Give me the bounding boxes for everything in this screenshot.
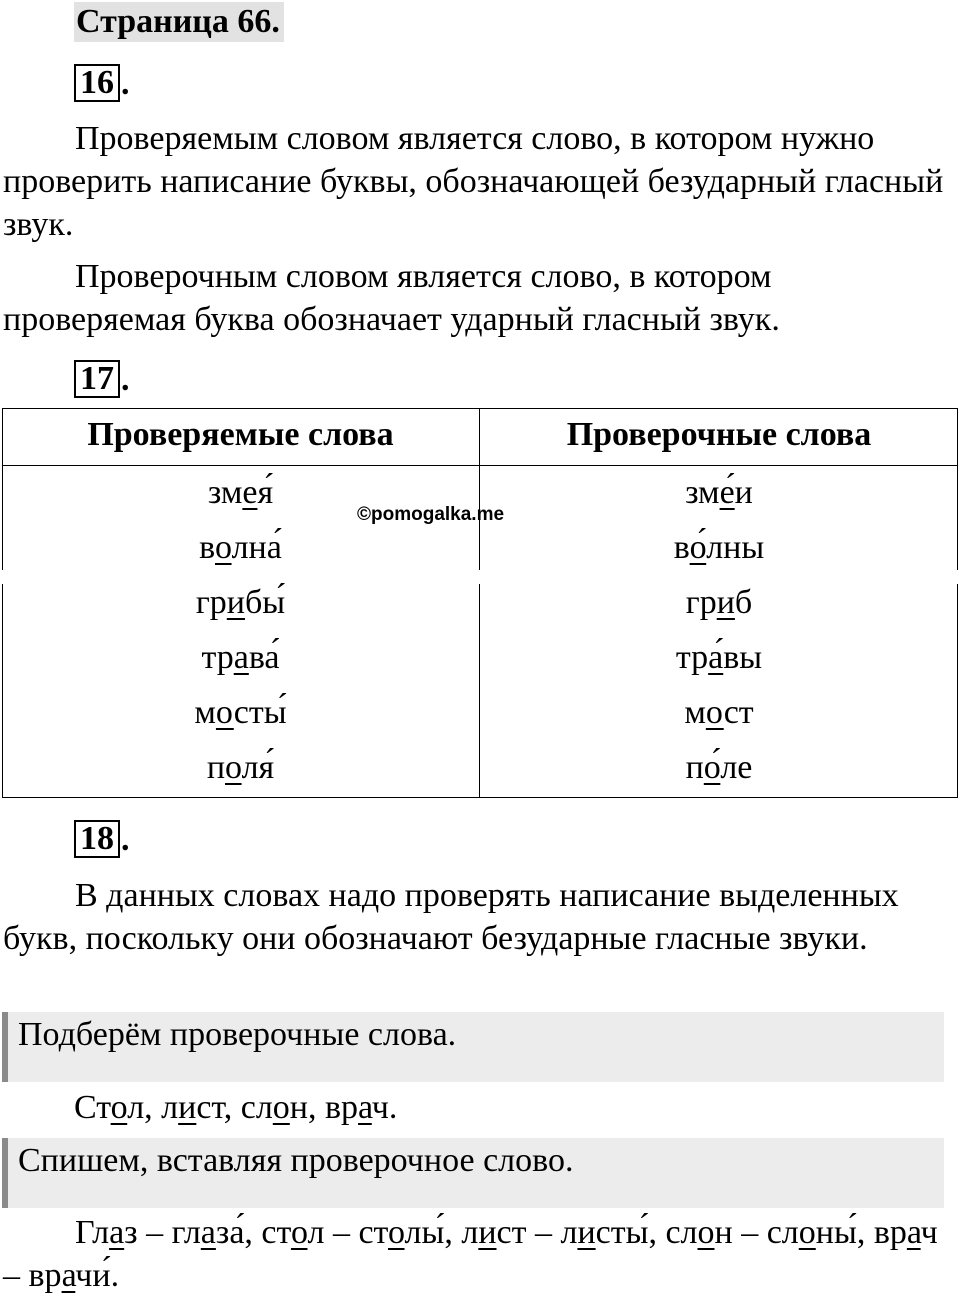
task-number-box: 18	[74, 820, 120, 858]
table-cell: травы	[675, 639, 763, 676]
table-cell: гриб	[685, 584, 753, 621]
table-cell: грибы	[195, 584, 286, 621]
table-cell: змеи	[685, 474, 753, 511]
task16-paragraph-1: Проверяемым словом является слово, в котором нужно проверить написание буквы, обозначающей безударный гласный звук.	[3, 120, 944, 243]
table-header-checked: Проверяемые слова	[87, 416, 394, 453]
task-number-box: 16	[74, 64, 120, 102]
table-cell: поля	[206, 749, 275, 786]
task-number-18: 18 .	[74, 820, 130, 858]
table-cell: мосты	[194, 694, 287, 731]
table-cell: волна	[199, 529, 282, 566]
task-number-box: 17	[74, 360, 120, 398]
table-cell: мост	[684, 694, 754, 731]
table-header-checking: Проверочные слова	[566, 416, 872, 453]
watermark: ©pomogalka.me	[357, 504, 505, 525]
final-answer-line: Глаз – глаза, стол – столы, лист – листы, слон – слоны, врач – врачи.	[3, 1214, 938, 1294]
words-table	[2, 408, 958, 798]
task16-paragraph-2: Проверочным словом является слово, в котором проверяемая буква обозначает ударный гласный звук.	[3, 258, 780, 338]
task18-paragraph: В данных словах надо проверять написание выделенных букв, поскольку они обозначают безударные гласные звуки.	[3, 877, 899, 957]
note-copy-with-check-word: Спишем, вставляя проверочное слово.	[2, 1138, 944, 1208]
table-cell: волны	[673, 529, 765, 566]
table-cell: поле	[685, 749, 753, 786]
table-cell: трава	[201, 639, 280, 676]
checking-words-column	[480, 470, 958, 800]
note-pick-check-words: Подберём проверочные слова.	[2, 1012, 944, 1082]
check-words-line: Стол, лист, слон, врач.	[74, 1089, 398, 1126]
page-title: Страница 66.	[74, 2, 284, 42]
table-cell: змея	[207, 474, 274, 511]
task-number-16: 16 .	[74, 64, 130, 102]
task-number-17: 17 .	[74, 360, 130, 398]
